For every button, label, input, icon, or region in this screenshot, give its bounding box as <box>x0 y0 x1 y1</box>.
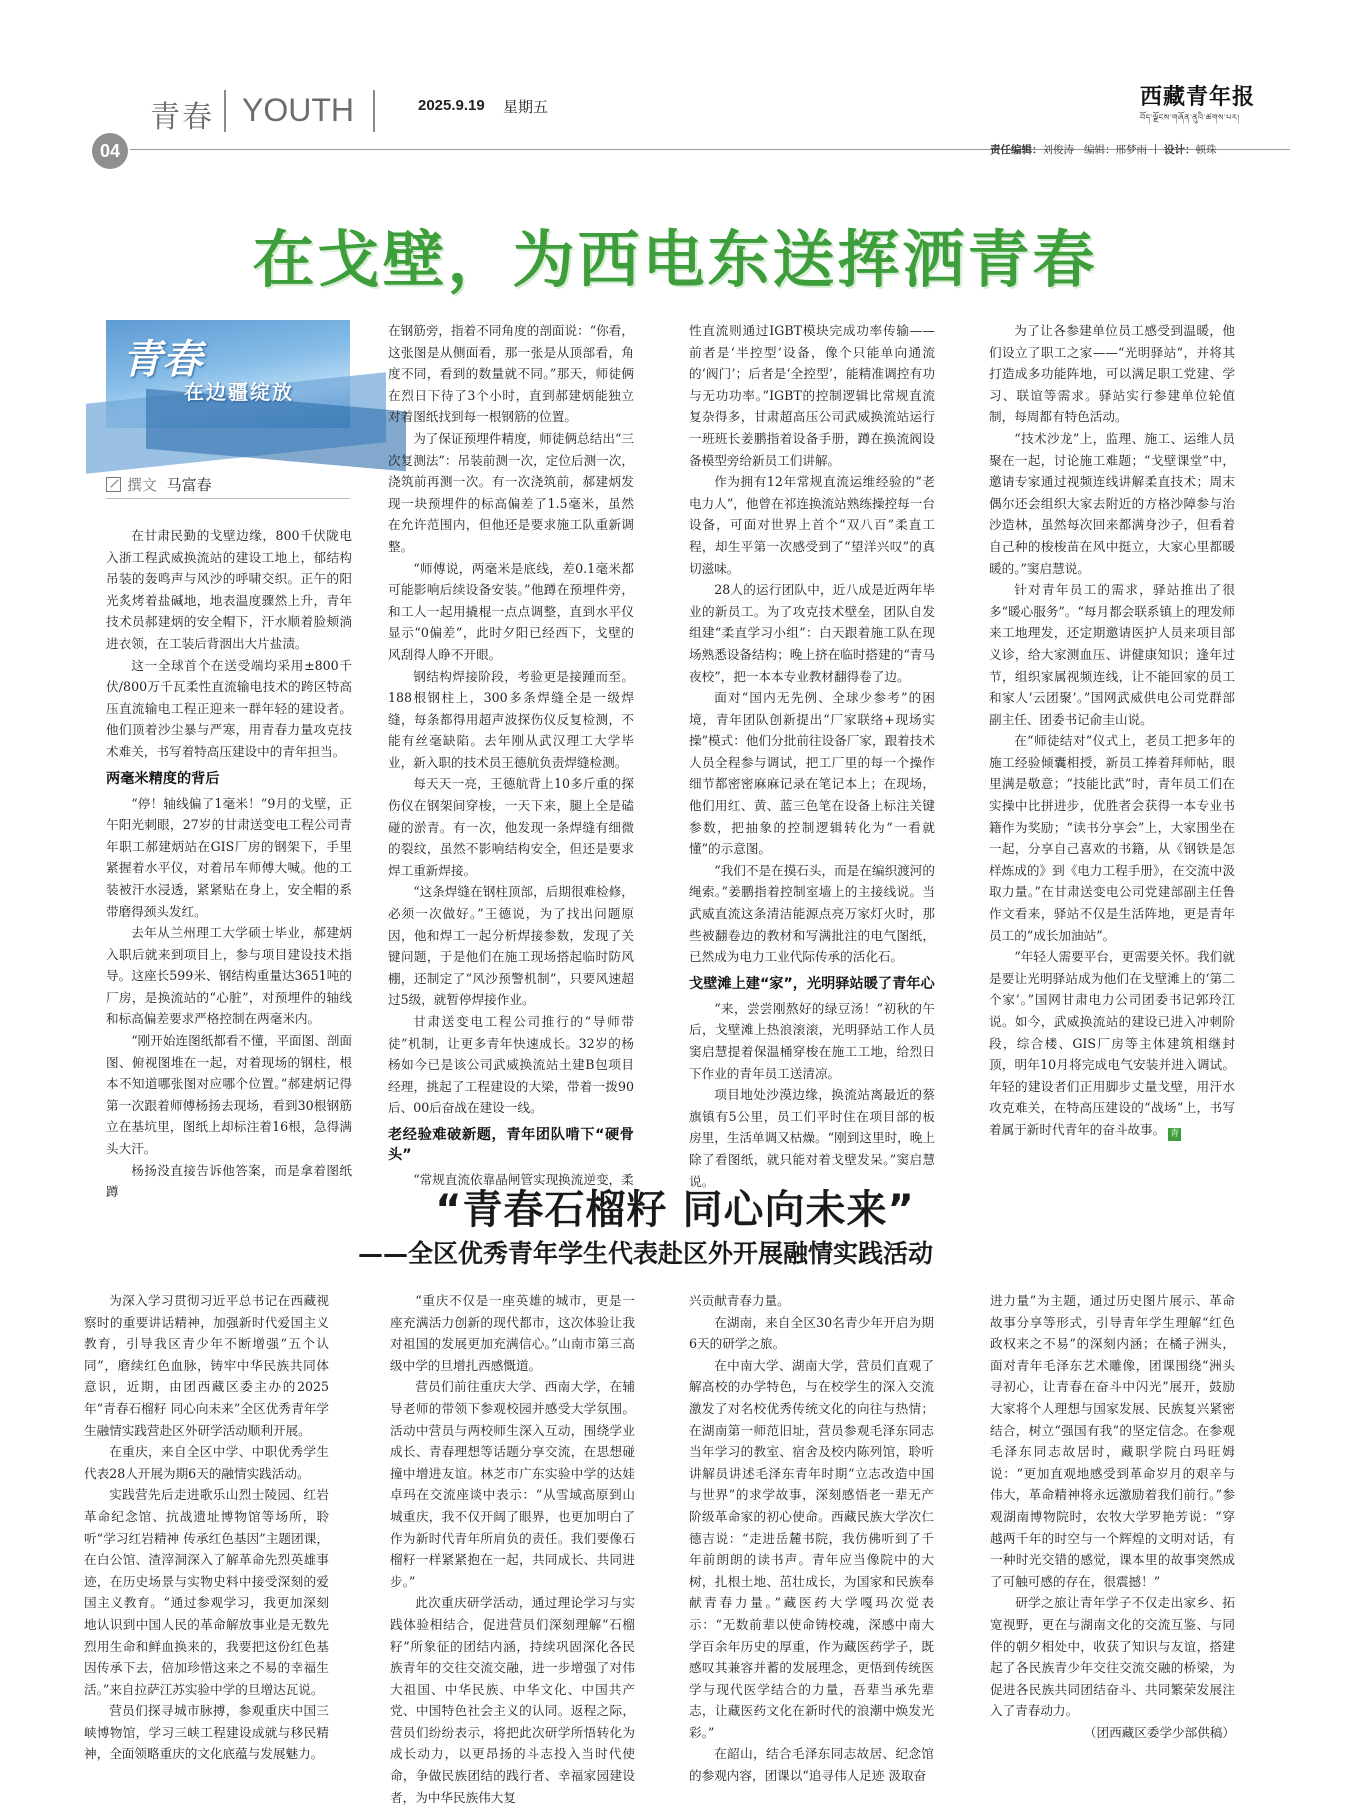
main-headline: 在戈壁，为西电东送挥洒青春 <box>252 223 1098 296</box>
editor-label: 责任编辑： <box>990 144 1043 156</box>
paragraph: “重庆不仅是一座英雄的城市，更是一座充满活力创新的现代都市，这次体验让我对祖国的发展更加充满信心。”山南市第三高级中学的旦增扎西感慨道。 <box>390 1293 635 1373</box>
copy-editor-name: 邢梦雨 <box>1115 144 1148 156</box>
end-mark-icon: 青 <box>1170 1128 1180 1139</box>
article2-column-1 <box>84 1290 329 1790</box>
second-headline: “青春石榴籽 同心向未来” <box>435 1187 915 1233</box>
copy-editor-label: 编辑： <box>1084 144 1116 156</box>
paragraph: 在中南大学、湖南大学，营员们直观了解高校的办学特色，与在校学生的深入交流激发了对名校优秀传统文化的向往与热情；在湖南第一师范旧址，营员参观毛泽东同志当年学习的教室、宿舍及校内陈列馆，聆听讲解员讲述毛泽东青年时期“立志改造中国与世界”的求学故事，深刻感悟老一辈无产阶级革命家的初心使命。西藏民族大学次仁德吉说：“走进岳麓书院，我仿佛听到了千年前朗朗的读书声。青年应当像院中的大树，扎根土地、茁壮成长，为国家和民族奉献青春力量。”藏医药大学嘎玛次觉表示：“无数前辈以使命铸校魂，深感中南大学百余年历史的厚重，作为藏医药学子，既感叹其兼容并蓄的发展理念，更悟到传统医学与现代医学结合的力量，吾辈当承先辈志，让藏医药文化在新时代的浪潮中焕发光彩。” <box>689 1357 934 1740</box>
byline-author: 马富春 <box>166 476 212 494</box>
paragraph: 在钢筋旁，指着不同角度的剖面说：“你看，这张图是从侧面看，那一张是从顶部看，角度不同，看到的数量就不同。”那天，师徒俩在烈日下待了3个小时，直到郝建炳能独立对着图纸找到每一根钢筋的位置。 <box>388 323 634 425</box>
paragraph: 杨扬没直接告诉他答案，而是拿着图纸蹲 <box>106 1162 352 1200</box>
paragraph: 甘肃送变电工程公司推行的“导师带徒”机制，让更多青年快速成长。32岁的杨杨如今已是该公司武威换流站土建B包项目经理，挑起了工程建设的大梁，带着一拨90后、00后奋战在建设一线。 <box>388 1014 634 1116</box>
paragraph: 去年从兰州理工大学硕士毕业，郝建炳入职后就来到项目上，参与项目建设技术指导。这座长599米、钢结构重量达3651吨的厂房，是换流站的“心脏”，对预埋件的轴线和标高偏差要求严格控制在两毫米内。 <box>106 925 352 1027</box>
issue-date: 2025.9.19 <box>418 97 485 114</box>
source-credit: （团西藏区委学少部供稿） <box>1083 1724 1235 1740</box>
paragraph: “常规直流依靠晶闸管实现换流逆变，柔 <box>413 1171 634 1187</box>
paragraph: 实践营先后走进歌乐山烈士陵园、红岩革命纪念馆、抗战遗址博物馆等场所，聆听“学习红岩精神 传承红色基因”主题团课，在白公馆、渣滓洞深入了解革命先烈英雄事迹，在历史场景与实物史料中接受深刻的爱国主义教育。“通过参观学习，我更加深刻地认识到中国人民的革命解放事业是无数先烈用生命和鲜血换来的，我要把这份红色基因传承下去，倍加珍惜这来之不易的幸福生活。”来自拉萨江苏实验中学的旦增达瓦说。 <box>84 1487 329 1697</box>
byline-label: 撰文 <box>127 476 158 494</box>
paragraph: 在重庆，来自全区中学、中职优秀学生代表28人开展为期6天的融情实践活动。 <box>84 1444 329 1481</box>
credits-divider <box>1155 144 1156 154</box>
article2-column-2 <box>390 1290 635 1805</box>
paragraph: “刚开始连图纸都看不懂，平面图、剖面图、俯视图堆在一起，对着现场的钢柱，根本不知道哪张图对应哪个位置。”郝建炳记得第一次跟着师傅杨扬去现场，看到30根钢筋立在基坑里，图纸上却标注着16根，急得满头大汗。 <box>106 1033 352 1157</box>
header-divider <box>373 90 375 132</box>
article-column-4 <box>989 320 1235 1146</box>
paragraph: 在湖南，来自全区30名青少年开启为期6天的研学之旅。 <box>689 1314 934 1352</box>
newspaper-masthead: 西藏青年报 <box>1140 84 1256 110</box>
second-subheadline: ——全区优秀青年学生代表赴区外开展融情实践活动 <box>358 1239 934 1268</box>
paragraph: 营员们探寻城市脉搏，参观重庆中国三峡博物馆，学习三峡工程建设成就与移民精神，全面领略重庆的文化底蕴与发展魅力。 <box>84 1703 329 1762</box>
article-column-1 <box>106 525 352 1200</box>
paragraph <box>989 946 1235 1141</box>
subheading: 戈壁滩上建“家”，光明驿站暖了青年心 <box>689 975 935 992</box>
paragraph: “技术沙龙”上，监理、施工、运维人员聚在一起，讨论施工难题；“戈壁课堂”中，邀请专家通过视频连线讲解柔直技术；周末偶尔还会组织大家去附近的方格沙障参与治沙造林，虽然每次回来都满身沙子，但看着自己种的梭梭苗在风中挺立，大家心里都暖暖的。”窦启慧说。 <box>989 430 1235 576</box>
article-column-3 <box>689 320 935 1189</box>
paragraph: 为深入学习贯彻习近平总书记在西藏视察时的重要讲话精神，加强新时代爱国主义教育，引导我区青少年不断增强“五个认同”，磨续红色血脉，铸牢中华民族共同体意识，近期，由团西藏区委主办的2025年“青春石榴籽 同心向未来”全区优秀青年学生融情实践营赴区外研学活动顺利开展。 <box>84 1293 329 1438</box>
editor-credits <box>990 142 1217 157</box>
paragraph: 在甘肃民勤的戈壁边缘，800千伏陇电入浙工程武威换流站的建设工地上，郁结构吊装的轰鸣声与风沙的呼啸交织。正午的阳光炙烤着盐碱地，地表温度骤然上升，青年技术员郝建炳的安全帽下，汗水顺着脸颊淌进衣领，在工装后背洇出大片盐渍。 <box>106 528 352 651</box>
paragraph: “我们不是在摸石头，而是在编织渡河的绳索。”姜鹏指着控制室墙上的主接线说。当武威直流这条清洁能源点亮万家灯火时，那些被翻卷边的教材和写满批注的电气图纸，已然成为电力工业代际传承的活化石。 <box>689 862 935 965</box>
paragraph: 为了保证预埋件精度，师徒俩总结出“三次复测法”：吊装前测一次，定位后测一次，浇筑前再测一次。有一次浇筑前，郝建炳发现一块预埋件的标高偏差了1.5毫米，虽然在允许范围内，但他还是要求施工队重新调整。 <box>388 430 634 554</box>
paragraph: 进力量”为主题，通过历史图片展示、革命故事分享等形式，引导青年学生理解“红色政权来之不易”的深刻内涵；在橘子洲头，面对青年毛泽东艺术雕像，团课围绕“洲头寻初心，让青春在奋斗中闪光”展开，鼓励大家将个人理想与国家发展、民族复兴紧密结合，树立“强国有我”的坚定信念。在参观毛泽东同志故居时，藏职学院白玛旺姆说：“更加直观地感受到革命岁月的艰辛与伟大，革命精神将永远激励着我们前行。”参观湖南博物院时，农牧大学罗艳芳说：“穿越两千年的时空与一个辉煌的文明对话，有一种时光交错的感觉，课本里的故事突然成了可触可感的存在，很震撼！” <box>990 1293 1235 1589</box>
article-column-2 <box>388 320 634 1187</box>
article2-column-4 <box>990 1290 1235 1790</box>
subheading: 两毫米精度的背后 <box>106 770 220 787</box>
paragraph: 28人的运行团队中，近八成是近两年毕业的新员工。为了攻克技术壁垒，团队自发组建“柔直学习小组”：白天跟着施工队在现场熟悉设备结构；晚上挤在临时搭建的“青马夜校”，把一本本专业教材翻得卷了边。 <box>689 582 935 684</box>
paragraph: 兴贡献青春力量。 <box>689 1293 790 1308</box>
article2-column-3 <box>689 1290 934 1790</box>
paragraph: 针对青年员工的需求，驿站推出了很多“暖心服务”。“每月都会联系镇上的理发师来工地理发，还定期邀请医护人员来项目部义诊，给大家测血压、讲健康知识；逢年过节，组织家属视频连线，让不能回家的员工和家人‘云团聚’。”国网武威供电公司党群部副主任、团委书记俞圭山说。 <box>989 582 1236 727</box>
paragraph: 在韶山，结合毛泽东同志故居、纪念馆的参观内容，团课以“追寻伟人足迹 汲取奋 <box>689 1746 934 1784</box>
section-name-en: YOUTH <box>242 92 354 128</box>
paragraph-text: “年轻人需要平台，更需要关怀。我们就是要让光明驿站成为他们在戈壁滩上的‘第二个家’。”国网甘肃电力公司团委书记郭玲江说。如今，武威换流站的建设已进入冲刺阶段，综合楼、GIS厂房等主体建筑相继封顶，明年10月将完成电气安装并进入调试。年轻的建设者们正用脚步丈量戈壁，用汗水攻克难关，在特高压建设的“战场”上，书写着属于新时代青年的奋斗故事。 <box>989 949 1235 1137</box>
designer-label: 设计： <box>1164 144 1196 156</box>
paragraph: 面对“国内无先例、全球少参考”的困境，青年团队创新提出“厂家联络+现场实操”模式：他们分批前往设备厂家，跟着技术人员全程参与调试，把工厂里的每一个操作细节都密密麻麻记录在笔记本上；在现场，他们用红、黄、蓝三色笔在设备上标注关键参数，把抽象的控制逻辑转化为“一看就懂”的示意图。 <box>689 690 935 857</box>
paragraph: 这一全球首个在送受端均采用±800千伏/800万千瓦柔性直流输电技术的跨区特高压直流输电工程正迎来一群年轻的建设者。他们顶着沙尘暴与严寒，用青春力量攻克技术难关，书写着特高压建设中的青年担当。 <box>106 657 352 759</box>
paragraph: “来，尝尝刚熬好的绿豆汤！”初秋的午后，戈壁滩上热浪滚滚，光明驿站工作人员窦启慧提着保温桶穿梭在施工工地，给烈日下作业的青年员工送清凉。 <box>689 1000 935 1081</box>
section-name-cn: 青春 <box>150 100 214 135</box>
paragraph: 每天天一亮，王德航背上10多斤重的探伤仪在钢架间穿梭，一天下来，腿上全是磕碰的淤青。有一次，他发现一条焊缝有细微的裂纹，虽然不影响结构安全，但还是要求焊工重新焊接。 <box>388 776 634 878</box>
byline-rule <box>106 498 350 499</box>
pen-icon <box>106 477 121 492</box>
page-number-badge: 04 <box>92 133 128 169</box>
column-banner <box>106 320 350 428</box>
newspaper-masthead-tibetan: བོད་ལྗོངས་གཞོན་ནུའི་ཚགས་པར། <box>1140 113 1240 122</box>
header-divider <box>224 90 226 132</box>
paragraph: 此次重庆研学活动，通过理论学习与实践体验相结合，促进营员们深刻理解“石榴籽”所象征的团结内涵，持续巩固深化各民族青年的交往交流交融，进一步增强了对伟大祖国、中华民族、中华文化、中国共产党、中国特色社会主义的认同。返程之际，营员们纷纷表示，将把此次研学所悟转化为成长动力，以更昂扬的斗志投入当时代使命，争做民族团结的践行者、幸福家园建设者，为中华民族伟大复 <box>390 1595 635 1805</box>
editor-name: 刘俊涛 <box>1042 144 1074 156</box>
paragraph: “师傅说，两毫米是底线，差0.1毫米都可能影响后续设备安装。”他蹲在预埋件旁，和工人一起用撬棍一点点调整，直到水平仪显示“0偏差”，此时夕阳已经西下，戈壁的风刮得人睁不开眼。 <box>388 560 634 662</box>
paragraph: 为了让各参建单位员工感受到温暖，他们设立了职工之家——“光明驿站”，并将其打造成多功能阵地，可以满足职工党建、学习、联谊等需求。驿站实行参建单位轮值制，每周都有特色活动。 <box>989 323 1235 425</box>
paragraph: 在“师徒结对”仪式上，老员工把多年的施工经验倾囊相授，新员工捧着拜师帖，眼里满是敬意；“技能比武”时，青年员工们在实操中比拼进步，优胜者会获得一本专业书籍作为奖励；“读书分享会”上，大家围坐在一起，分享自己喜欢的书籍，从《钢铁是怎样炼成的》到《电力工程手册》，在交流中汲取力量。”在甘肃送变电公司党建部副主任鲁作文看来，驿站不仅是生活阵地，更是青年员工的“成长加油站”。 <box>989 733 1235 943</box>
paragraph: 研学之旅让青年学子不仅走出家乡、拓宽视野，更在与湖南文化的交流互鉴、与同伴的朝夕相处中，收获了知识与友谊，搭建起了各民族青少年交往交流交融的桥梁，为促进各民族共同团结奋斗、共同繁荣发展注入了青春动力。 <box>990 1595 1235 1719</box>
paragraph: “这条焊缝在钢柱顶部，后期很难检修，必须一次做好。”王德说，为了找出问题原因，他和焊工一起分析焊接参数，发现了关键问题，于是他们在施工现场搭起临时防风棚，还制定了“风沙预警机制”，只要风速超过5级，就暂停焊接作业。 <box>388 884 634 1008</box>
byline <box>106 474 212 495</box>
subheading: 老经验难破新题，青年团队啃下“硬骨头” <box>388 1126 634 1163</box>
paragraph: 性直流则通过IGBT模块完成功率传输——前者是‘半控型’设备，像个只能单向通流的‘阀门’；后者是‘全控型’，能精准调控有功与无功功率。”IGBT的控制逻辑比常规直流复杂得多，甘肃超高压公司武威换流站运行一班班长姜鹏指着设备手册，蹲在换流阀设备模型旁给新员工们讲解。 <box>689 323 935 468</box>
paragraph: 作为拥有12年常规直流运维经验的“老电力人”，他曾在祁连换流站熟练操控每一台设备，可面对世界上首个“双八百”柔直工程，却生平第一次感受到了“望洋兴叹”的真切滋味。 <box>689 474 935 576</box>
paragraph: 营员们前往重庆大学、西南大学，在辅导老师的带领下参观校园并感受大学氛围。活动中营员与两校师生深入互动，围绕学业成长、青春理想等话题分享交流，在思想碰撞中增进友谊。林芝市广东实验中学的达娃卓玛在交流座谈中表示：“从雪域高原到山城重庆，我不仅开阔了眼界，也更加明白了作为新时代青年所肩负的责任。我们要像石榴籽一样紧紧抱在一起，共同成长、共同进步。” <box>390 1379 635 1589</box>
paragraph: 项目地处沙漠边缘，换流站离最近的蔡旗镇有5公里，员工们平时住在项目部的板房里，生活单调又枯燥。“刚到这里时，晚上除了看图纸，就只能对着戈壁发呆。”窦启慧说。 <box>689 1087 935 1189</box>
paragraph: “停！轴线偏了1毫米！”9月的戈壁，正午阳光刺眼，27岁的甘肃送变电工程公司青年职工郝建炳站在GIS厂房的钢架下，手里紧握着水平仪，对着吊车师傅大喊。他的工装被汗水浸透，紧紧贴在身上，安全帽的系带磨得颈头发红。 <box>106 795 352 919</box>
designer-name: 顿珠 <box>1195 144 1217 156</box>
paragraph: 钢结构焊接阶段，考验更是接踵而至。188根钢柱上，300多条焊缝全是一级焊缝，每条都得用超声波探伤仪反复检测，不能有丝毫缺陷。去年刚从武汉理工大学毕业，新入职的技术员王德航负责焊缝检测。 <box>388 668 634 770</box>
banner-title: 青春 <box>122 336 202 383</box>
issue-weekday: 星期五 <box>503 98 549 116</box>
banner-subtitle: 在边疆绽放 <box>184 380 294 404</box>
